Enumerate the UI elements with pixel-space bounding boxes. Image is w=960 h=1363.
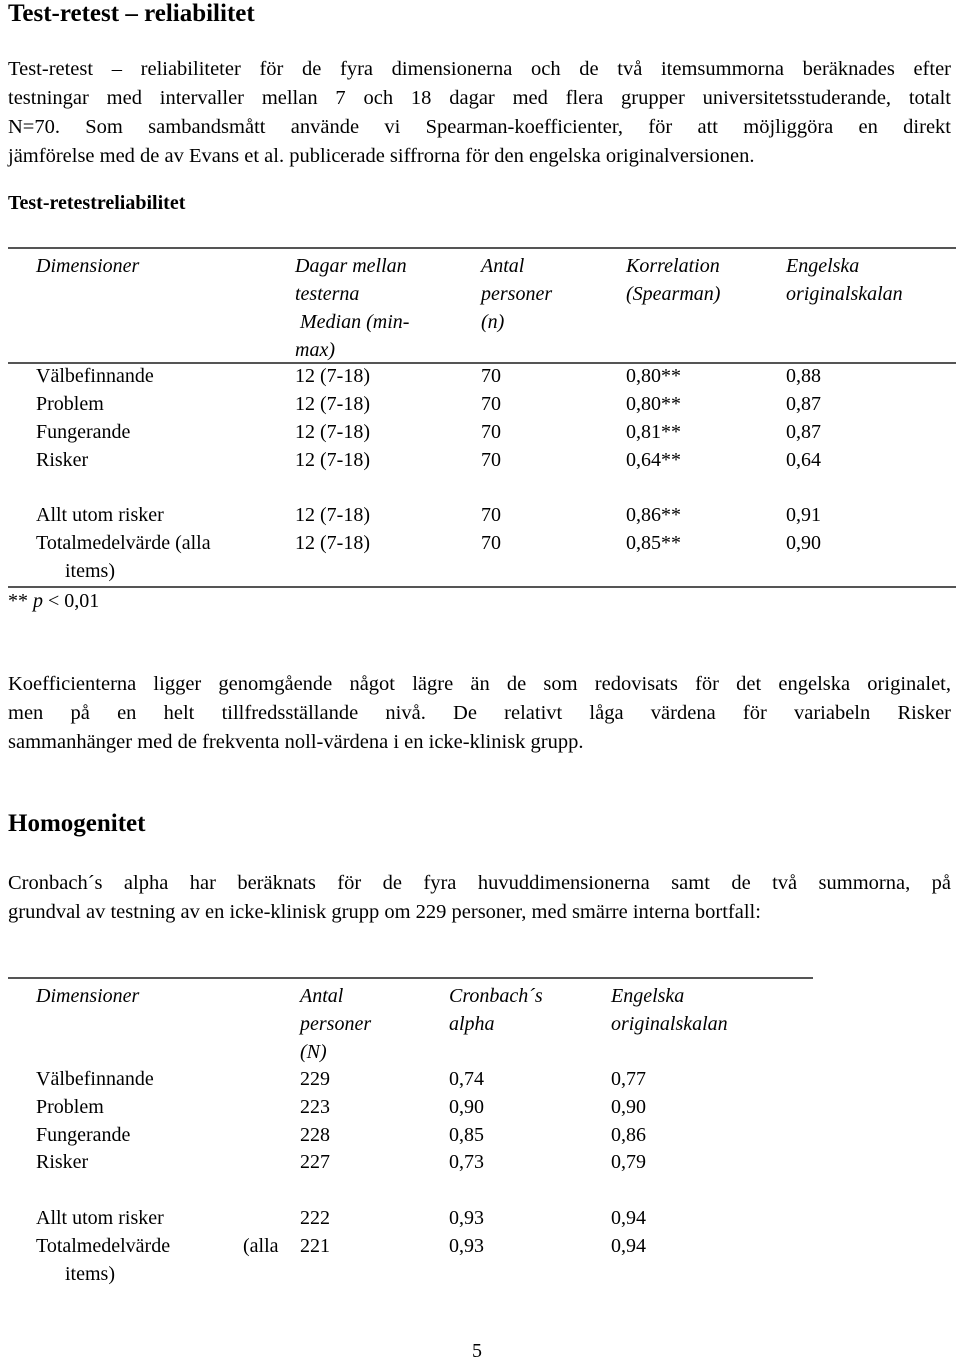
cell-days: 12 (7-18) (295, 532, 370, 554)
homog-paragraph (8, 869, 951, 927)
section-heading-homogenitet: Homogenitet (8, 810, 146, 837)
paragraph-line: Test-retest – reliabiliteter för de fyra dimensionerna och de två itemsummorna beräknades efter (8, 58, 951, 80)
retest-after-paragraph (8, 670, 951, 757)
paragraph-line: sammanhänger med de frekventa noll-värdena i en icke-klinisk grupp. (8, 731, 584, 753)
cell-english: 0,79 (611, 1151, 646, 1173)
cell-english: 0,94 (611, 1235, 646, 1257)
cell-dimension-extra: (alla (243, 1235, 279, 1257)
paragraph-line: jämförelse med de av Evans et al. publicerade siffrorna för den engelska originalversionen. (8, 145, 755, 167)
cell-correlation: 0,81** (626, 421, 681, 443)
cell-english: 0,77 (611, 1068, 646, 1090)
section-heading-retest: Test-retest – reliabilitet (8, 0, 255, 27)
cell-dimension-cont: items) (65, 1263, 115, 1285)
cell-alpha: 0,85 (449, 1124, 484, 1146)
cell-dimension: Problem (36, 393, 104, 415)
cell-correlation: 0,85** (626, 532, 681, 554)
cell-n: 221 (300, 1235, 330, 1257)
header-dimensioner: Dimensioner (36, 255, 140, 277)
cell-dimension: Allt utom risker (36, 1207, 164, 1229)
cell-n: 222 (300, 1207, 330, 1229)
cell-dimension: Allt utom risker (36, 504, 164, 526)
header-dimensioner: Dimensioner (36, 985, 140, 1007)
cell-n: 229 (300, 1068, 330, 1090)
cell-n: 228 (300, 1124, 330, 1146)
cell-dimension: Välbefinnande (36, 1068, 154, 1090)
header-dagar-mellan: Dagar mellan testerna Median (min- max) (295, 255, 410, 361)
cell-n: 70 (481, 449, 501, 471)
cell-english: 0,90 (786, 532, 821, 554)
cell-correlation: 0,86** (626, 504, 681, 526)
cell-english: 0,91 (786, 504, 821, 526)
cell-correlation: 0,80** (626, 393, 681, 415)
cell-english: 0,90 (611, 1096, 646, 1118)
cell-n: 223 (300, 1096, 330, 1118)
cell-alpha: 0,74 (449, 1068, 484, 1090)
paragraph-line: N=70. Som sambandsmått använde vi Spearman-koefficienter, för att möjliggöra en direkt (8, 116, 951, 138)
table-top-rule (8, 247, 956, 249)
cell-alpha: 0,93 (449, 1235, 484, 1257)
cell-dimension: Fungerande (36, 421, 131, 443)
header-engelska: Engelska originalskalan (611, 985, 728, 1035)
cell-english: 0,87 (786, 421, 821, 443)
cell-english: 0,64 (786, 449, 821, 471)
cell-days: 12 (7-18) (295, 421, 370, 443)
cell-alpha: 0,90 (449, 1096, 484, 1118)
cell-dimension: Totalmedelvärde (36, 1235, 171, 1257)
header-cronbach-alpha: Cronbach´s alpha (449, 985, 543, 1035)
page-number: 5 (472, 1340, 482, 1362)
cell-dimension: Fungerande (36, 1124, 131, 1146)
paragraph-line: Koefficienterna ligger genomgående något lägre än de som redovisats för det engelska originalet, (8, 673, 951, 695)
cell-n: 70 (481, 365, 501, 387)
cell-correlation: 0,80** (626, 365, 681, 387)
cell-english: 0,88 (786, 365, 821, 387)
cell-english: 0,86 (611, 1124, 646, 1146)
paragraph-line: Cronbach´s alpha har beräknats för de fyra huvuddimensionerna samt de två summorna, på (8, 872, 951, 894)
header-antal-personer: Antal personer (N) (300, 985, 372, 1063)
cell-days: 12 (7-18) (295, 504, 370, 526)
table-bottom-rule (8, 586, 956, 588)
paragraph-line: testningar med intervaller mellan 7 och 18 dagar med flera grupper universitetsstuderande, totalt (8, 87, 951, 109)
table-caption-retest: Test-retestreliabilitet (8, 192, 186, 214)
cell-n: 70 (481, 421, 501, 443)
cell-correlation: 0,64** (626, 449, 681, 471)
cell-english: 0,94 (611, 1207, 646, 1229)
cell-n: 70 (481, 532, 501, 554)
cell-n: 227 (300, 1151, 330, 1173)
paragraph-line: grundval av testning av en icke-klinisk grupp om 229 personer, med smärre interna bortfall: (8, 901, 761, 923)
cell-alpha: 0,73 (449, 1151, 484, 1173)
table-top-rule (8, 977, 813, 979)
header-korrelation: Korrelation (Spearman) (626, 255, 721, 305)
cell-dimension: Välbefinnande (36, 365, 154, 387)
cell-n: 70 (481, 504, 501, 526)
cell-dimension: Risker (36, 449, 89, 471)
cell-days: 12 (7-18) (295, 365, 370, 387)
cell-n: 70 (481, 393, 501, 415)
cell-english: 0,87 (786, 393, 821, 415)
cell-alpha: 0,93 (449, 1207, 484, 1229)
header-antal-personer: Antal personer (n) (481, 255, 553, 333)
table-footnote: ** p < 0,01 (8, 590, 100, 612)
header-engelska: Engelska originalskalan (786, 255, 903, 305)
cell-dimension: Problem (36, 1096, 104, 1118)
cell-days: 12 (7-18) (295, 449, 370, 471)
paragraph-line: men på en helt tillfredsställande nivå. De relativt låga värdena för variabeln Risker (8, 702, 951, 724)
cell-days: 12 (7-18) (295, 393, 370, 415)
cell-dimension: Totalmedelvärde (alla (36, 532, 211, 554)
cell-dimension-cont: items) (65, 560, 115, 582)
cell-dimension: Risker (36, 1151, 89, 1173)
retest-paragraph (8, 55, 951, 171)
